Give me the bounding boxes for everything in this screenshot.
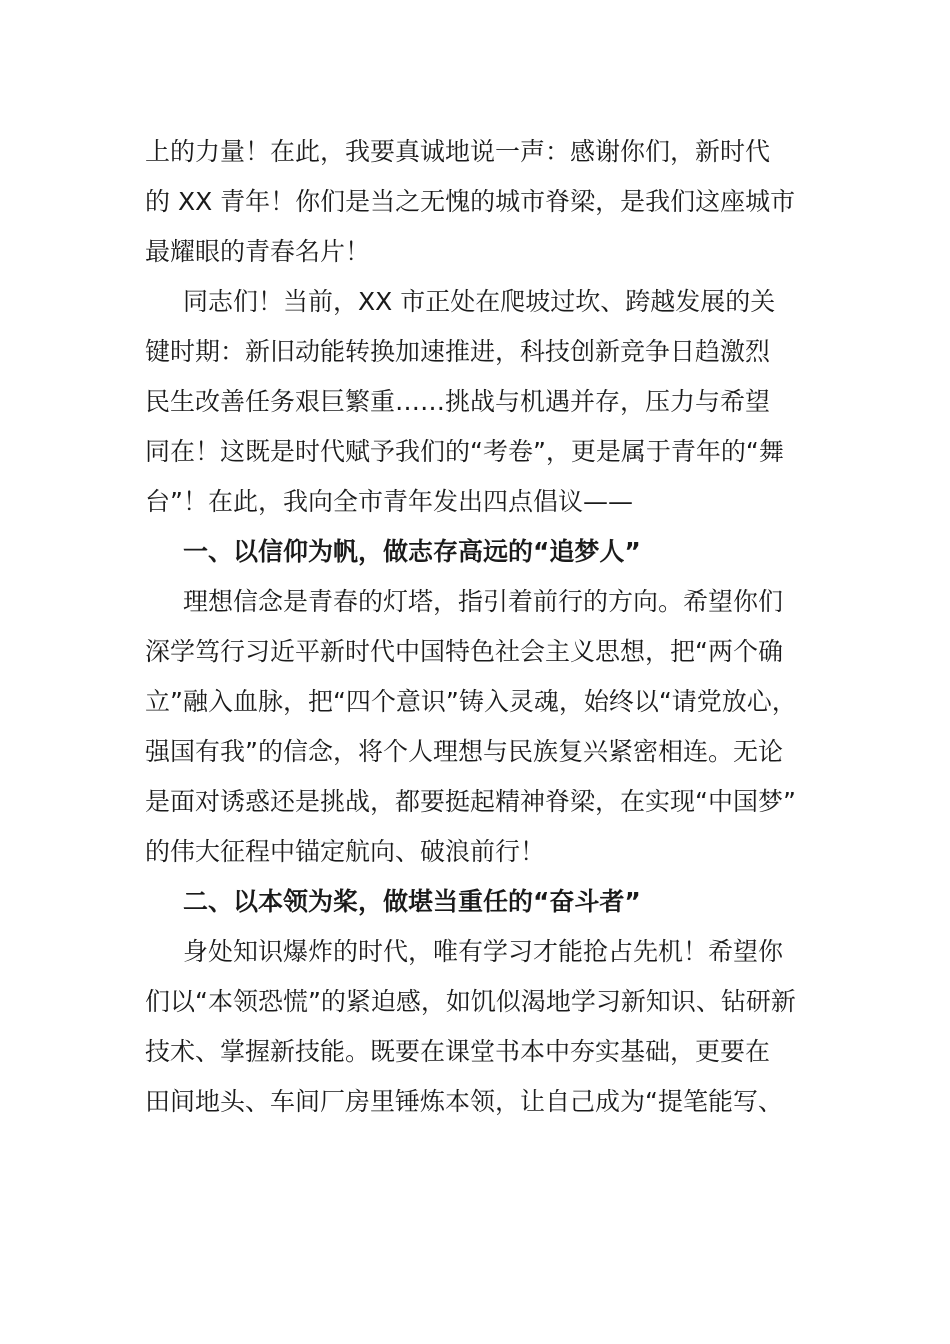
heading-text: 二、以本领为桨，做堪当重任的“奋斗者” <box>183 887 641 916</box>
section-heading <box>145 527 810 577</box>
body-paragraph <box>145 577 810 877</box>
body-paragraph <box>145 277 810 527</box>
paragraph-line: 台”！在此，我向全市青年发出四点倡议—— <box>145 487 633 516</box>
paragraph-line: 身处知识爆炸的时代，唯有学习才能抢占先机！希望你 <box>183 937 784 966</box>
paragraph-line: 的 XX 青年！你们是当之无愧的城市脊梁，是我们这座城市 <box>145 187 796 216</box>
paragraph-line: 是面对诱惑还是挑战，都要挺起精神脊梁，在实现“中国梦” <box>145 787 796 816</box>
body-paragraph <box>145 927 810 1127</box>
paragraph-line: 键时期：新旧动能转换加速推进，科技创新竞争日趋激烈 <box>145 337 771 366</box>
paragraph-line: 上的力量！在此，我要真诚地说一声：感谢你们，新时代 <box>145 137 771 166</box>
paragraph-line: 田间地头、车间厂房里锤炼本领，让自己成为“提笔能写、 <box>145 1087 783 1116</box>
paragraph-line: 理想信念是青春的灯塔，指引着前行的方向。希望你们 <box>183 587 784 616</box>
paragraph-line: 的伟大征程中锚定航向、破浪前行！ <box>145 837 546 866</box>
paragraph-line: 强国有我”的信念，将个人理想与民族复兴紧密相连。无论 <box>145 737 783 766</box>
paragraph-line: 同志们！当前，XX 市正处在爬坡过坎、跨越发展的关 <box>183 287 776 316</box>
paragraph-line: 同在！这既是时代赋予我们的“考卷”，更是属于青年的“舞 <box>145 437 784 466</box>
paragraph-line: 民生改善任务艰巨繁重……挑战与机遇并存，压力与希望 <box>145 387 771 416</box>
paragraph-line: 最耀眼的青春名片！ <box>145 237 371 266</box>
section-heading <box>145 877 810 927</box>
paragraph-line: 深学笃行习近平新时代中国特色社会主义思想，把“两个确 <box>145 637 783 666</box>
document-body <box>145 127 810 1127</box>
body-paragraph <box>145 127 810 277</box>
paragraph-line: 们以“本领恐慌”的紧迫感，如饥似渴地学习新知识、钻研新 <box>145 987 796 1016</box>
heading-text: 一、以信仰为帆，做志存高远的“追梦人” <box>183 537 641 566</box>
paragraph-line: 技术、掌握新技能。既要在课堂书本中夯实基础，更要在 <box>145 1037 771 1066</box>
paragraph-line: 立”融入血脉，把“四个意识”铸入灵魂，始终以“请党放心， <box>145 687 797 716</box>
